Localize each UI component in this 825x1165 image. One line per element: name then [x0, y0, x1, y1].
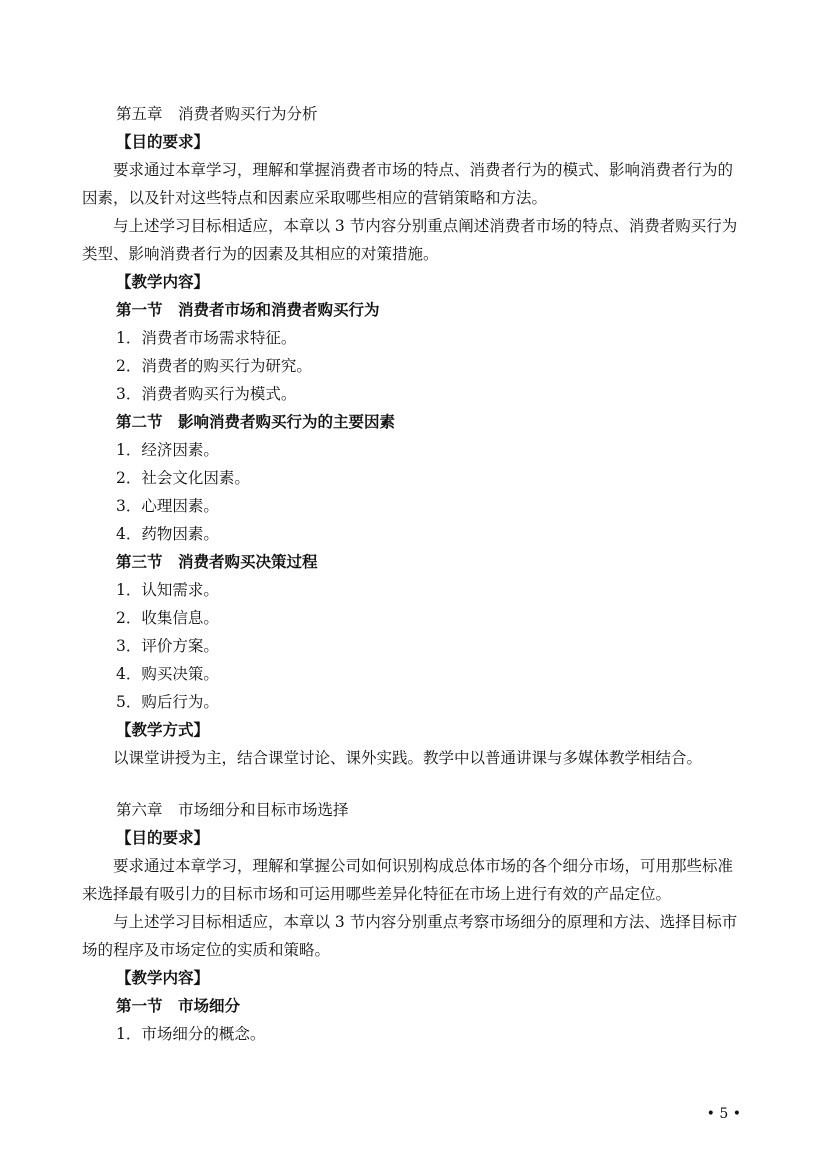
list-item: 3．心理因素。	[116, 497, 219, 515]
content-heading: 【教学内容】	[116, 272, 210, 291]
list-item: 2．消费者的购买行为研究。	[116, 357, 312, 375]
list-item: 1．认知需求。	[116, 581, 219, 599]
list-item: 4．购买决策。	[116, 665, 219, 683]
list-item: 1．经济因素。	[116, 441, 219, 459]
chapter-5	[82, 100, 746, 772]
goal-paragraph: 要求通过本章学习，理解和掌握公司如何识别构成总体市场的各个细分市场，可用那些标准来选择最有吸引力的目标市场和可运用哪些差异化特征在市场上进行有效的产品定位。	[82, 857, 734, 903]
method-paragraph: 以课堂讲授为主，结合课堂讨论、课外实践。教学中以普通讲课与多媒体教学相结合。	[113, 749, 703, 767]
list-item: 3．消费者购买行为模式。	[116, 385, 297, 403]
list-item: 3．评价方案。	[116, 637, 219, 655]
list-item: 1．市场细分的概念。	[116, 1025, 266, 1043]
goal-paragraph: 与上述学习目标相适应，本章以 3 节内容分别重点考察市场细分的原理和方法、选择目标市场的程序及市场定位的实质和策略。	[82, 913, 738, 959]
chapter-6	[82, 796, 746, 1048]
chapter-title: 第五章 消费者购买行为分析	[116, 105, 318, 123]
list-item: 4．药物因素。	[116, 525, 219, 543]
method-heading: 【教学方式】	[116, 720, 210, 739]
list-item: 2．社会文化因素。	[116, 469, 250, 487]
section-title: 第一节 消费者市场和消费者购买行为	[116, 300, 380, 319]
section-title: 第一节 市场细分	[116, 996, 241, 1015]
goal-paragraph: 要求通过本章学习，理解和掌握消费者市场的特点、消费者行为的模式、影响消费者行为的因素，以及针对这些特点和因素应采取哪些相应的营销策略和方法。	[82, 161, 734, 207]
goal-paragraph: 与上述学习目标相适应，本章以 3 节内容分别重点阐述消费者市场的特点、消费者购买行为类型、影响消费者行为的因素及其相应的对策措施。	[82, 217, 738, 263]
page-number: • 5 •	[706, 1106, 741, 1122]
chapter-title: 第六章 市场细分和目标市场选择	[116, 801, 349, 819]
section-title: 第三节 消费者购买决策过程	[116, 552, 318, 571]
section-title: 第二节 影响消费者购买行为的主要因素	[116, 412, 396, 431]
list-item: 2．收集信息。	[116, 609, 219, 627]
list-item: 1．消费者市场需求特征。	[116, 329, 297, 347]
content-heading: 【教学内容】	[116, 968, 210, 987]
list-item: 5．购后行为。	[116, 693, 219, 711]
goal-heading: 【目的要求】	[116, 132, 210, 151]
goal-heading: 【目的要求】	[116, 828, 210, 847]
